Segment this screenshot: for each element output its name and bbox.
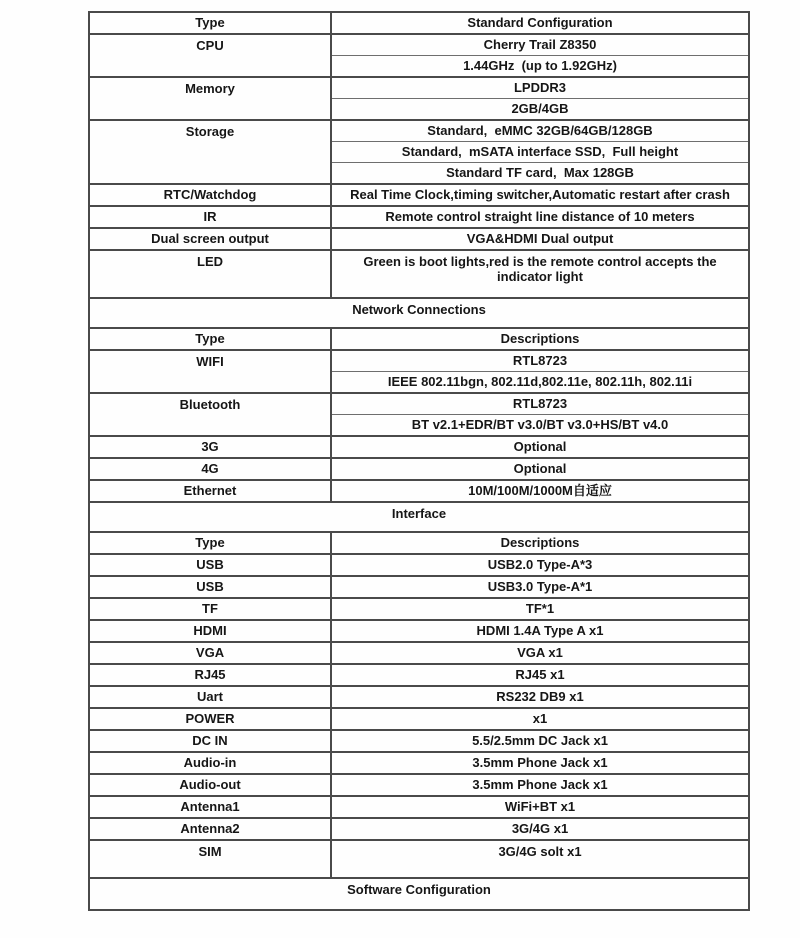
col-header-type-network: Type xyxy=(89,328,331,350)
row-cpu xyxy=(89,34,749,56)
interface-title: Interface xyxy=(89,502,749,532)
spec-sheet xyxy=(88,11,750,911)
row-3g xyxy=(89,436,749,458)
row-vga xyxy=(89,642,749,664)
tf-value: TF*1 xyxy=(331,598,749,620)
cpu-value-model: Cherry Trail Z8350 xyxy=(331,34,749,56)
antenna1-value: WiFi+BT x1 xyxy=(331,796,749,818)
audio-out-value: 3.5mm Phone Jack x1 xyxy=(331,774,749,796)
col-header-type: Type xyxy=(195,15,225,31)
memory-value-type: LPDDR3 xyxy=(331,77,749,99)
rj45-value: RJ45 x1 xyxy=(331,664,749,686)
row-led xyxy=(89,250,749,298)
cpu-label: CPU xyxy=(89,34,331,77)
row-column-header-hardware xyxy=(89,12,749,34)
col-header-standard-configuration: Standard Configuration xyxy=(331,12,749,34)
usb3-label: USB xyxy=(89,576,331,598)
section-header-software-configuration xyxy=(89,878,749,910)
uart-value: RS232 DB9 x1 xyxy=(331,686,749,708)
row-storage xyxy=(89,120,749,142)
row-tf xyxy=(89,598,749,620)
col-header-descriptions-interface: Descriptions xyxy=(331,532,749,554)
row-ethernet xyxy=(89,480,749,502)
4g-value: Optional xyxy=(331,458,749,480)
usb3-value: USB3.0 Type-A*1 xyxy=(331,576,749,598)
memory-label: Memory xyxy=(89,77,331,120)
4g-label: 4G xyxy=(89,458,331,480)
bluetooth-value-versions: BT v2.1+EDR/BT v3.0/BT v3.0+HS/BT v4.0 xyxy=(331,415,749,437)
row-hdmi xyxy=(89,620,749,642)
dual-screen-output-value: VGA&HDMI Dual output xyxy=(331,228,749,250)
section-header-interface xyxy=(89,502,749,532)
col-header-type-interface: Type xyxy=(89,532,331,554)
antenna2-value: 3G/4G x1 xyxy=(331,818,749,840)
audio-out-label: Audio-out xyxy=(89,774,331,796)
wifi-value-standards: IEEE 802.11bgn, 802.11d,802.11e, 802.11h, 802.11i xyxy=(331,372,749,394)
audio-in-label: Audio-in xyxy=(89,752,331,774)
bluetooth-label: Bluetooth xyxy=(89,393,331,436)
row-dual-screen-output xyxy=(89,228,749,250)
ir-value: Remote control straight line distance of 10 meters xyxy=(331,206,749,228)
rtc-watchdog-value: Real Time Clock,timing switcher,Automatic restart after crash xyxy=(331,184,749,206)
row-audio-in xyxy=(89,752,749,774)
antenna1-label: Antenna1 xyxy=(89,796,331,818)
row-usb2 xyxy=(89,554,749,576)
rtc-watchdog-label: RTC/Watchdog xyxy=(89,184,331,206)
row-power xyxy=(89,708,749,730)
col-header-descriptions-network: Descriptions xyxy=(331,328,749,350)
row-antenna1 xyxy=(89,796,749,818)
sim-label: SIM xyxy=(89,840,331,878)
hdmi-value: HDMI 1.4A Type A x1 xyxy=(331,620,749,642)
storage-label: Storage xyxy=(89,120,331,184)
row-audio-out xyxy=(89,774,749,796)
tf-label: TF xyxy=(89,598,331,620)
dual-screen-output-label: Dual screen output xyxy=(89,228,331,250)
row-column-header-network xyxy=(89,328,749,350)
vga-label: VGA xyxy=(89,642,331,664)
storage-value-msata: Standard, mSATA interface SSD, Full height xyxy=(331,142,749,163)
row-memory xyxy=(89,77,749,99)
sim-value: 3G/4G solt x1 xyxy=(331,840,749,878)
software-configuration-title: Software Configuration xyxy=(89,878,749,910)
row-wifi xyxy=(89,350,749,372)
row-sim xyxy=(89,840,749,878)
ethernet-value: 10M/100M/1000M自适应 xyxy=(331,480,749,502)
rj45-label: RJ45 xyxy=(89,664,331,686)
led-label: LED xyxy=(89,250,331,298)
row-rj45 xyxy=(89,664,749,686)
dc-in-value: 5.5/2.5mm DC Jack x1 xyxy=(331,730,749,752)
wifi-value-chip: RTL8723 xyxy=(331,350,749,372)
memory-value-size: 2GB/4GB xyxy=(331,99,749,121)
storage-value-tf: Standard TF card, Max 128GB xyxy=(331,163,749,185)
wifi-label: WIFI xyxy=(89,350,331,393)
row-4g xyxy=(89,458,749,480)
ir-label: IR xyxy=(89,206,331,228)
power-label: POWER xyxy=(89,708,331,730)
usb2-label: USB xyxy=(89,554,331,576)
row-ir xyxy=(89,206,749,228)
usb2-value: USB2.0 Type-A*3 xyxy=(331,554,749,576)
row-column-header-interface xyxy=(89,532,749,554)
led-value: Green is boot lights,red is the remote control accepts the indicator light xyxy=(331,250,749,298)
power-value: x1 xyxy=(331,708,749,730)
network-connections-title: Network Connections xyxy=(89,298,749,328)
cpu-value-frequency: 1.44GHz (up to 1.92GHz) xyxy=(331,56,749,78)
antenna2-label: Antenna2 xyxy=(89,818,331,840)
row-dc-in xyxy=(89,730,749,752)
3g-value: Optional xyxy=(331,436,749,458)
dc-in-label: DC IN xyxy=(89,730,331,752)
spec-table xyxy=(88,11,750,911)
storage-value-emmc: Standard, eMMC 32GB/64GB/128GB xyxy=(331,120,749,142)
audio-in-value: 3.5mm Phone Jack x1 xyxy=(331,752,749,774)
3g-label: 3G xyxy=(89,436,331,458)
hdmi-label: HDMI xyxy=(89,620,331,642)
section-header-network-connections xyxy=(89,298,749,328)
vga-value: VGA x1 xyxy=(331,642,749,664)
bluetooth-value-chip: RTL8723 xyxy=(331,393,749,415)
uart-label: Uart xyxy=(89,686,331,708)
row-antenna2 xyxy=(89,818,749,840)
ethernet-label: Ethernet xyxy=(89,480,331,502)
row-uart xyxy=(89,686,749,708)
row-rtc-watchdog xyxy=(89,184,749,206)
row-usb3 xyxy=(89,576,749,598)
row-bluetooth xyxy=(89,393,749,415)
